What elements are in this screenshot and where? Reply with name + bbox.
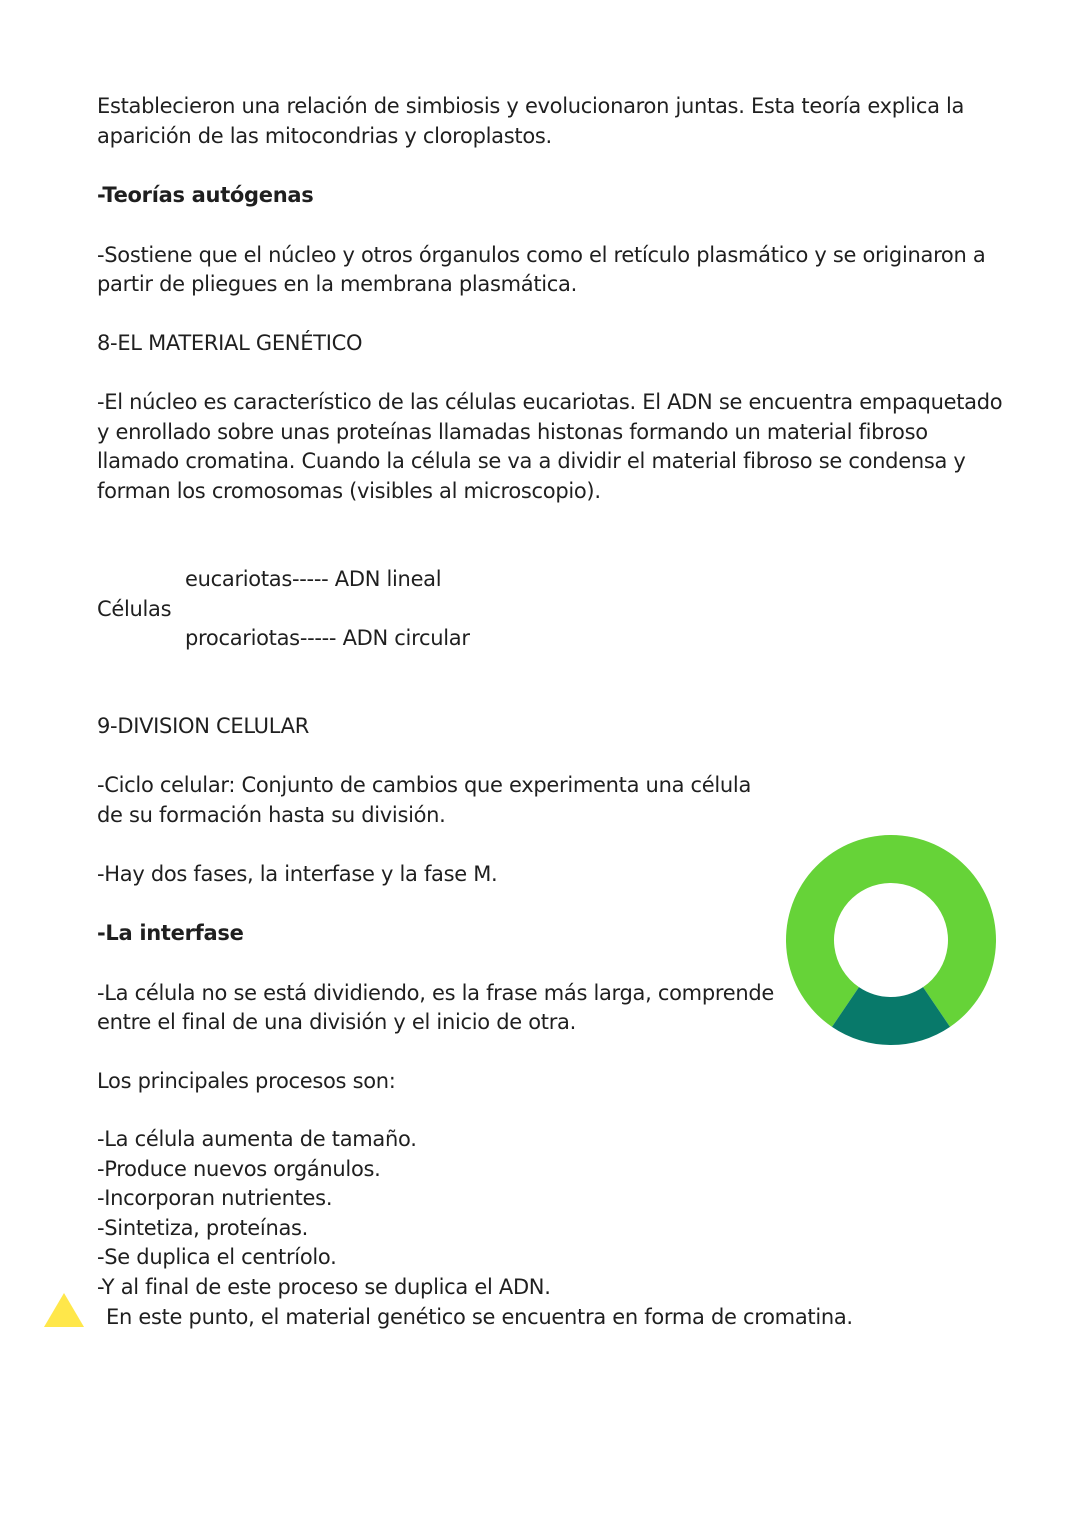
- cell-type-procariotas: procariotas----- ADN circular: [185, 626, 470, 650]
- cell-type-eucariotas: eucariotas----- ADN lineal: [185, 567, 442, 591]
- note-text: En este punto, el material genético se encuentra en forma de cromatina.: [106, 1305, 853, 1329]
- section-heading-interfase: -La interfase: [97, 921, 244, 945]
- text-line: Los principales procesos son:: [97, 1069, 396, 1093]
- section-heading-division-celular: 9-DIVISION CELULAR: [97, 714, 309, 738]
- warning-triangle-icon: [42, 1291, 86, 1329]
- cell-label: Células: [97, 596, 172, 621]
- text-line: -La célula no se está dividiendo, es la frase más larga, comprende: [97, 980, 775, 1005]
- list-item: -Sintetiza, proteínas.: [97, 1215, 309, 1240]
- text-line: entre el final de una división y el inicio de otra.: [97, 1010, 577, 1034]
- text-line: aparición de las mitocondrias y cloroplastos.: [97, 123, 552, 148]
- text-line: llamado cromatina. Cuando la célula se va a dividir el material fibroso se condensa y: [97, 449, 966, 473]
- text-line: de su formación hasta su división.: [97, 802, 446, 827]
- list-item: -Se duplica el centríolo.: [97, 1245, 337, 1269]
- text-line: forman los cromosomas (visibles al microscopio).: [97, 478, 601, 503]
- list-item: -Produce nuevos orgánulos.: [97, 1156, 381, 1181]
- text-line: -Sostiene que el núcleo y otros órganulos como el retículo plasmático y se originaron a: [97, 242, 986, 267]
- list-item: -Incorporan nutrientes.: [97, 1186, 333, 1210]
- cell-cycle-donut: [786, 835, 996, 1045]
- text-line: y enrollado sobre unas proteínas llamadas histonas formando un material fibroso: [97, 419, 928, 444]
- list-item: -La célula aumenta de tamaño.: [97, 1127, 417, 1151]
- section-heading-material-genetico: 8-EL MATERIAL GENÉTICO: [97, 331, 363, 355]
- text-line: -Hay dos fases, la interfase y la fase M.: [97, 862, 498, 886]
- list-item: -Y al final de este proceso se duplica el ADN.: [97, 1274, 551, 1299]
- text-line: partir de pliegues en la membrana plasmática.: [97, 272, 577, 296]
- section-heading-autogenas: -Teorías autógenas: [97, 183, 314, 207]
- text-line: -El núcleo es característico de las células eucariotas. El ADN se encuentra empaquetado: [97, 390, 1003, 414]
- text-line: -Ciclo celular: Conjunto de cambios que experimenta una célula: [97, 773, 752, 797]
- text-line: Establecieron una relación de simbiosis y evolucionaron juntas. Esta teoría explica la: [97, 94, 965, 118]
